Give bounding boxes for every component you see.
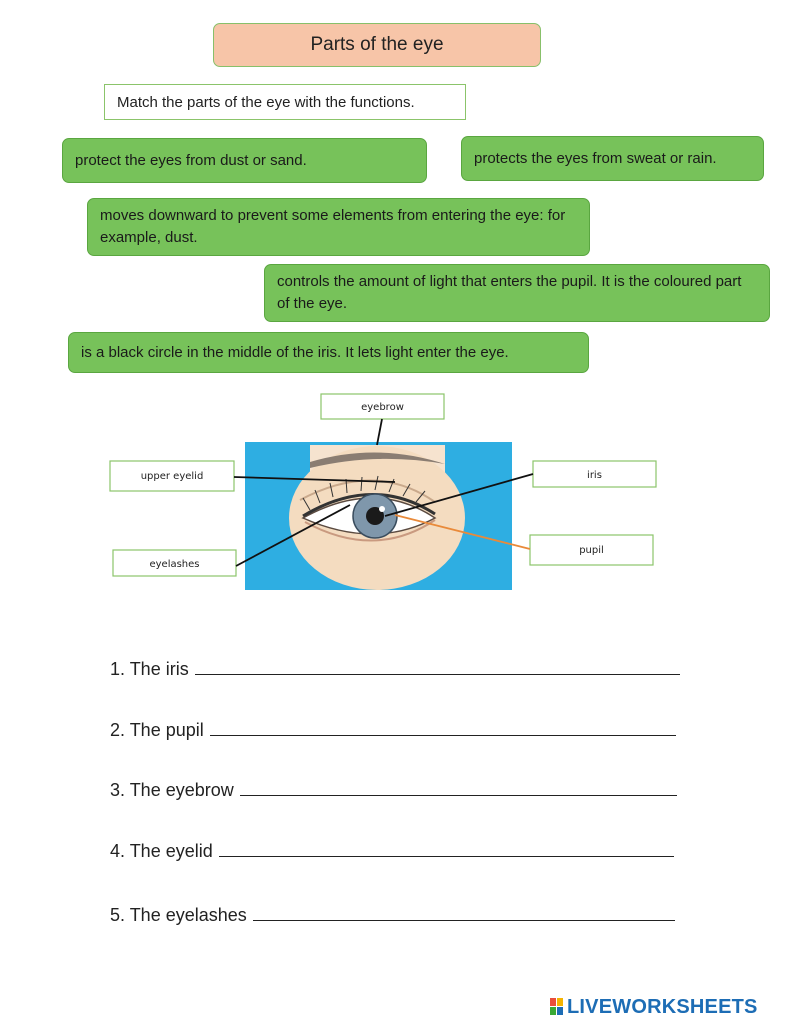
question-2 (110, 711, 676, 741)
brand-name: LIVEWORKSHEETS (567, 995, 758, 1018)
brand-logo[interactable] (550, 994, 790, 1020)
question-5-label: 5. The eyelashes (110, 905, 247, 925)
answer-blank-4[interactable] (219, 855, 674, 857)
label-eyebrow: eyebrow (361, 402, 404, 413)
label-pupil: pupil (579, 545, 604, 556)
answer-blank-1[interactable] (195, 673, 680, 675)
question-1-label: 1. The iris (110, 659, 189, 679)
question-4 (110, 832, 674, 862)
label-upper-eyelid: upper eyelid (140, 471, 204, 482)
instruction-text: Match the parts of the eye with the functions. (104, 84, 466, 120)
eyebrow-pointer (377, 419, 382, 445)
answer-blank-2[interactable] (210, 734, 676, 736)
question-3-label: 3. The eyebrow (110, 780, 234, 800)
question-5 (110, 896, 675, 926)
function-card-1[interactable]: protect the eyes from dust or sand. (62, 138, 427, 183)
function-card-5[interactable]: is a black circle in the middle of the iris. It lets light enter the eye. (68, 332, 589, 373)
question-2-label: 2. The pupil (110, 720, 204, 740)
function-card-4[interactable]: controls the amount of light that enters the pupil. It is the coloured part of the eye. (264, 264, 770, 322)
page-title: Parts of the eye (213, 23, 541, 67)
question-3 (110, 771, 677, 801)
answer-blank-3[interactable] (240, 794, 677, 796)
label-eyelashes: eyelashes (149, 559, 200, 570)
function-card-2[interactable]: protects the eyes from sweat or rain. (461, 136, 764, 181)
function-card-3[interactable]: moves downward to prevent some elements from entering the eye: for example, dust. (87, 198, 590, 256)
label-iris: iris (587, 470, 602, 481)
liveworksheets-icon (550, 998, 564, 1016)
question-4-label: 4. The eyelid (110, 841, 213, 861)
eye-diagram (105, 390, 665, 595)
question-1 (110, 650, 680, 680)
answer-blank-5[interactable] (253, 919, 675, 921)
eye-illustration (105, 390, 665, 595)
